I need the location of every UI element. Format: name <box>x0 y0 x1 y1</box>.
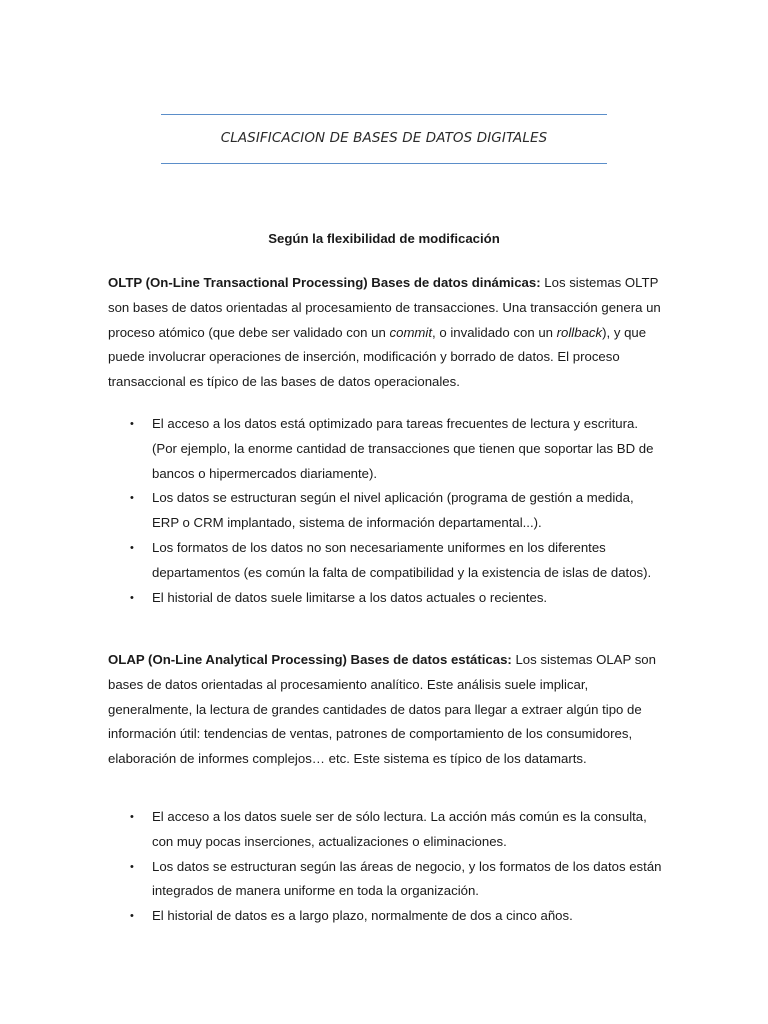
list-item <box>108 486 663 536</box>
list-item-text: El acceso a los datos suele ser de sólo lectura. La acción más común es la consulta, con muy pocas inserciones, actualizaciones o eliminaciones. <box>152 809 647 849</box>
list-item <box>108 805 663 855</box>
list-item <box>108 904 663 929</box>
list-item-text: El acceso a los datos está optimizado para tareas frecuentes de lectura y escritura. (Por ejemplo, la enorme cantidad de transacciones que tienen que soportar las BD de bancos o hipermercados diariamente). <box>152 416 654 481</box>
bullet-icon: • <box>130 492 134 505</box>
oltp-heading: OLTP (On-Line Transactional Processing) Bases de datos dinámicas: <box>108 275 541 290</box>
bullet-icon: • <box>130 591 134 604</box>
list-item-text: El historial de datos es a largo plazo, normalmente de dos a cinco años. <box>152 908 573 924</box>
list-item <box>108 536 663 586</box>
bullet-icon: • <box>130 418 134 430</box>
title-block <box>161 114 607 164</box>
list-item <box>108 412 663 486</box>
oltp-paragraph <box>108 271 663 395</box>
list-item-text: El historial de datos suele limitarse a los datos actuales o recientes. <box>152 589 548 605</box>
list-item <box>108 586 663 611</box>
list-item-text: Los datos se estructuran según las áreas de negocio, y los formatos de los datos están integrados de manera uniforme en toda la organización. <box>152 858 662 899</box>
oltp-bullet-list <box>108 412 663 610</box>
commit-term: commit <box>389 324 433 340</box>
list-item-text: Los datos se estructuran según el nivel aplicación (programa de gestión a medida, ERP o CRM implantado, sistema de información departamental...). <box>152 490 634 531</box>
olap-bullet-list <box>108 805 663 929</box>
list-item-text: Los formatos de los datos no son necesariamente uniformes en los diferentes departamentos (es común la falta de compatibilidad y la existencia de islas de datos). <box>152 539 652 580</box>
document-title: CLASIFICACION DE BASES DE DATOS DIGITALES <box>220 130 548 146</box>
list-item <box>108 855 663 905</box>
bullet-icon: • <box>130 541 134 554</box>
bullet-icon: • <box>130 860 134 873</box>
bullet-icon: • <box>130 811 134 823</box>
rollback-term: rollback <box>556 324 603 340</box>
bullet-icon: • <box>130 910 134 923</box>
olap-heading: OLAP (On-Line Analytical Processing) Bases de datos estáticas: <box>108 652 512 667</box>
olap-text: Los sistemas OLAP son bases de datos orientadas al procesamiento analítico. Este análisis suele implicar, generalmente, la lectura de grandes cantidades de datos para llegar a extraer algún tipo de información útil: tendencias de ventas, patrones de comportamiento de los consumidores, elaboración de informes complejos… etc. Este sistema es típico de los datamarts. <box>108 652 656 767</box>
oltp-text-1: Los sistemas OLTP son bases de datos orientadas al procesamiento de transacciones. Una transacción genera un proceso atómico (que debe ser validado con un <box>108 275 661 340</box>
section-subtitle: Según la flexibilidad de modificación <box>268 231 500 246</box>
olap-paragraph <box>108 648 663 772</box>
oltp-text-2: , o invalidado con un <box>432 324 557 340</box>
oltp-text-3: ), y que puede involucrar operaciones de inserción, modificación y borrado de datos. El proceso transaccional es típico de las bases de datos operacionales. <box>108 324 647 390</box>
